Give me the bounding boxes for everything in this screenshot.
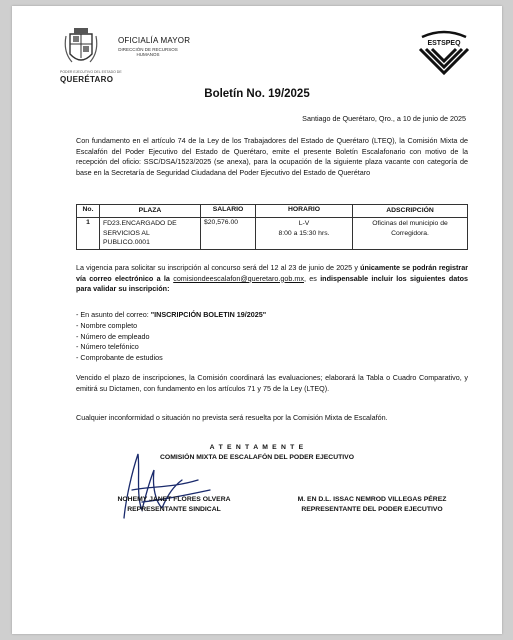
- header-horario: HORARIO: [256, 205, 353, 218]
- closing-block: [12, 443, 502, 463]
- header-salario: SALARIO: [201, 205, 256, 218]
- document-page: [12, 6, 502, 634]
- office-title: OFICIALÍA MAYOR: [118, 36, 191, 45]
- government-logo: [60, 26, 122, 84]
- vigencia-text-2: , es: [303, 273, 321, 283]
- vacancy-table: [76, 204, 468, 250]
- vigencia-paragraph: [76, 263, 468, 295]
- signer-union: [84, 495, 264, 515]
- office-subtitle: DIRECCIÓN DE RECURSOS HUMANOS: [118, 47, 178, 57]
- cell-horario-hours: 8:00 a 15:30 hrs.: [278, 229, 330, 237]
- signer-name: M. EN D.L. ISSAC NEMROD VILLEGAS PÉREZ: [297, 496, 447, 503]
- office-block: [118, 36, 190, 57]
- list-item: - Comprobante de estudios: [76, 353, 163, 363]
- list-item: - Número de empleado: [76, 331, 150, 341]
- evaluation-paragraph: Vencido el plazo de inscripciones, la Comisión coordinará las evaluaciones; elaborará la Tabla o Cuadro Comparativo, y emitirá su Dictamen, con fundamento en los artículos 71 y 75 de la Ley (LTEQ).: [76, 373, 468, 393]
- union-logo-text: ESTSPEQ: [427, 40, 461, 47]
- signer-name: NOHEMY JANET FLORES OLVERA: [117, 496, 231, 503]
- cell-adscripcion: Oficinas del municipio de Corregidora.: [353, 217, 468, 249]
- cell-plaza: FD23.ENCARGADO DE SERVICIOS AL PUBLICO.0001: [100, 217, 201, 249]
- vigencia-bold-2: indispensable incluir los siguientes datos para validar su inscripción:: [76, 273, 468, 294]
- attentively-text: A T E N T A M E N T E: [209, 444, 305, 451]
- state-small-text: PODER EJECUTIVO DEL ESTADO DE: [60, 70, 122, 74]
- cell-no: 1: [77, 217, 100, 249]
- nonconformity-paragraph: Cualquier inconformidad o situación no prevista será resuelta por la Comisión Mixta de Escalafón.: [76, 413, 388, 422]
- vigencia-bold-1: únicamente se podrán registrar vía correo electrónico a la: [76, 263, 468, 283]
- header-plaza: PLAZA: [100, 205, 201, 218]
- date-line: Santiago de Querétaro, Qro., a 10 de junio de 2025: [302, 114, 466, 123]
- cell-horario-days: L-V: [298, 219, 310, 227]
- signer-role: REPRESENTANTE DEL PODER EJECUTIVO: [301, 506, 443, 513]
- header-adscripcion: ADSCRIPCIÓN: [353, 205, 468, 218]
- table-row: [77, 217, 468, 249]
- union-logo: [416, 29, 472, 83]
- table-header-row: [77, 205, 468, 218]
- union-logo-icon: [416, 29, 472, 83]
- intro-paragraph: Con fundamento en el artículo 74 de la Ley de los Trabajadores del Estado de Querétaro (LTEQ), la Comisión Mixta de Escalafón del Poder Ejecutivo del Estado de Querétaro, emite el presente Boletín Escalafonario con motivo de la recepción del oficio: SSC/DSA/1523/2025 (se anexa), para la ocupación de la siguiente plaza vacante con categoría de base en la Secretaría de Seguridad Ciudadana del Poder Ejecutivo del Estado de Querétaro: [76, 136, 468, 177]
- state-name: QUERÉTARO: [60, 75, 114, 84]
- queretaro-crest-icon: [64, 26, 98, 70]
- list-item: [76, 310, 266, 321]
- cell-salario: $20,576.00: [201, 217, 256, 249]
- subject-value: "INSCRIPCIÓN BOLETIN 19/2025": [150, 310, 267, 319]
- header-no: No.: [77, 205, 100, 218]
- list-item: - Nombre completo: [76, 320, 138, 330]
- bulletin-title: Boletín No. 19/2025: [204, 88, 310, 100]
- signer-executive: [272, 495, 472, 515]
- vigencia-text-1: La vigencia para solicitar su inscripción al concurso será del 12 al 23 de junio de 2025 y: [76, 263, 361, 272]
- subject-prefix: - En asunto del correo:: [76, 310, 151, 319]
- cell-horario: [256, 217, 353, 249]
- commission-name: COMISIÓN MIXTA DE ESCALAFÓN DEL PODER EJECUTIVO: [160, 454, 354, 461]
- requirements-list: [76, 310, 266, 364]
- signer-role: REPRESENTANTE SINDICAL: [127, 506, 221, 513]
- list-item: - Número telefónico: [76, 342, 139, 352]
- email-link[interactable]: comisiondeescalafon@queretaro.gob.mx: [173, 273, 304, 283]
